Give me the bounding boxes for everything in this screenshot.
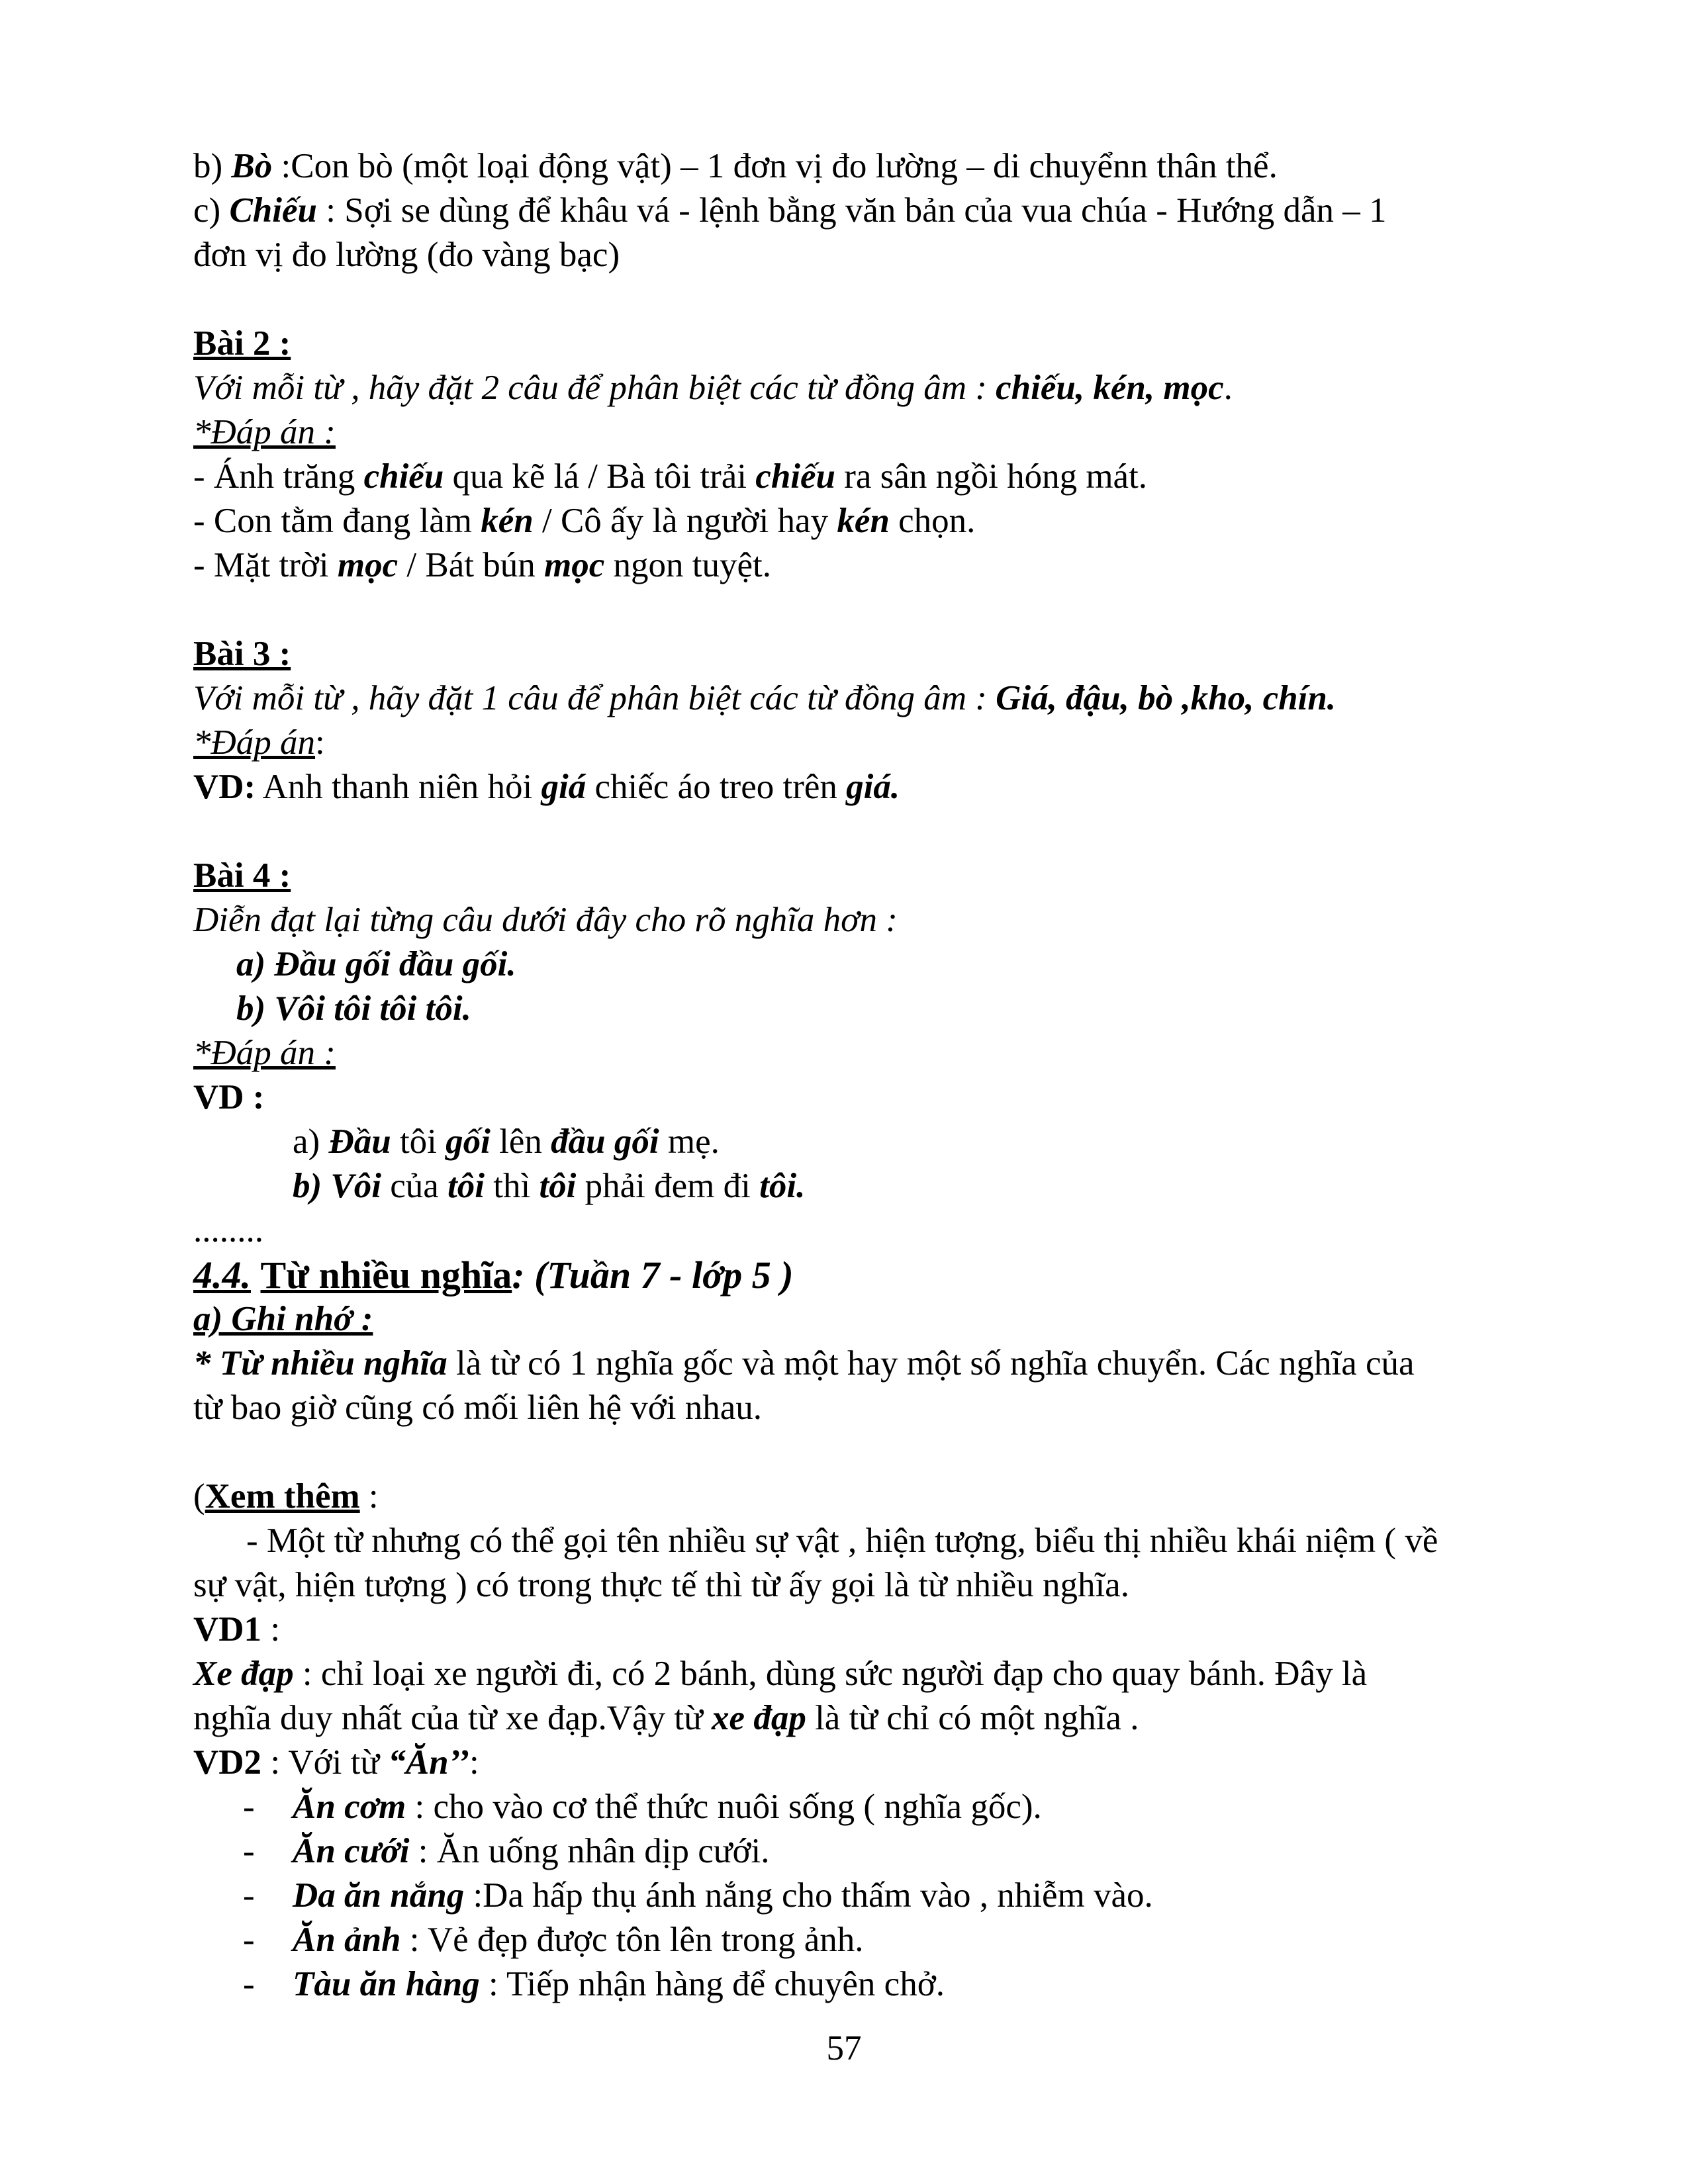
ellipsis: ........	[193, 1211, 263, 1250]
xem-them-label	[193, 1475, 1557, 1519]
text: :	[261, 1610, 281, 1649]
text: là từ có 1 nghĩa gốc và một hay một số nghĩa chuyển. Các nghĩa của	[447, 1344, 1415, 1383]
text: lên	[490, 1122, 551, 1161]
text: :	[469, 1743, 479, 1782]
text: nghĩa duy nhất của từ xe đạp.Vậy từ	[193, 1699, 712, 1737]
term: Da ăn nắng	[293, 1876, 465, 1915]
text: tôi	[391, 1122, 446, 1161]
text: c)	[193, 191, 230, 230]
text: - Mặt trời	[193, 546, 338, 584]
bai2-title: Bài 2 :	[193, 324, 291, 363]
text: *Đáp án	[193, 723, 316, 762]
term: tôi	[447, 1167, 485, 1205]
bai4-vd-a	[193, 1120, 1557, 1164]
text: mẹ.	[659, 1122, 720, 1161]
line-b-bo	[193, 144, 1557, 189]
list-item	[193, 1918, 1557, 1962]
list-item	[193, 1785, 1557, 1829]
text: ngon tuyệt.	[604, 546, 771, 584]
text: : chỉ loại xe người đi, có 2 bánh, dùng sức người đạp cho quay bánh. Đây là	[293, 1655, 1368, 1693]
term: * Từ nhiều nghĩa	[193, 1344, 447, 1383]
vd1: VD1	[193, 1610, 262, 1649]
bai4-item-b: b) Vôi tôi tôi tôi.	[236, 989, 471, 1028]
bai4-question: Diễn đạt lại từng câu dưới đây cho rõ nghĩa hơn :	[193, 901, 898, 939]
term: kén	[837, 502, 890, 540]
term-chieu: Chiếu	[229, 191, 317, 230]
terms: chiếu, kén, mọc	[996, 369, 1224, 407]
term: Xe đạp	[193, 1655, 294, 1693]
text: / Cô ấy là người hay	[533, 502, 837, 540]
text: thì	[485, 1167, 539, 1205]
text: :Con bò (một loại động vật) – 1 đơn vị đo lường – di chuyểnn thân thể.	[272, 147, 1278, 185]
list-item	[193, 1829, 1557, 1874]
term: chiếu	[363, 457, 444, 496]
page-content	[193, 144, 1557, 2007]
text: phải đem đi	[576, 1167, 760, 1205]
term: kén	[481, 502, 534, 540]
bai2-answer-2	[193, 499, 1557, 543]
term: giá.	[846, 768, 900, 806]
text: chọn.	[889, 502, 976, 540]
bai2-answer-1	[193, 455, 1557, 499]
term: giá	[541, 768, 586, 806]
bai4-answer-label: *Đáp án :	[193, 1034, 336, 1072]
line-c-chieu	[193, 189, 1557, 233]
xe-dap-1	[193, 1652, 1557, 1696]
text: ra sân ngồi hóng mát.	[835, 457, 1148, 496]
text: : cho vào cơ thể thức nuôi sống ( nghĩa gốc).	[406, 1788, 1042, 1826]
vd-label: VD:	[193, 768, 256, 806]
text: Với mỗi từ , hãy đặt 1 câu để phân biệt các từ đồng âm :	[193, 679, 996, 717]
terms: Giá, đậu, bò ,kho, chín.	[996, 679, 1336, 717]
dash: -	[243, 1832, 255, 1870]
text: : Vẻ đẹp được tôn lên trong ảnh.	[400, 1921, 864, 1959]
section-number: 4.4.	[193, 1253, 251, 1297]
page-number: 57	[826, 2029, 862, 2068]
term: “Ăn’’	[388, 1743, 470, 1782]
xe-dap-2	[193, 1696, 1557, 1741]
text: của	[381, 1167, 448, 1205]
dash: -	[243, 1788, 255, 1826]
term: gối	[445, 1122, 491, 1161]
term: mọc	[337, 546, 399, 584]
list-item	[193, 1874, 1557, 1918]
text: : Với từ	[261, 1743, 389, 1782]
term: Ăn cưới	[293, 1832, 410, 1870]
text: a)	[293, 1122, 329, 1161]
term: Tàu ăn hàng	[293, 1965, 480, 2003]
xem-them-2: sự vật, hiện tượng ) có trong thực tế thì từ ấy gọi là từ nhiều nghĩa.	[193, 1566, 1129, 1604]
bai2-answer-label: *Đáp án :	[193, 413, 336, 451]
text: :	[359, 1477, 379, 1516]
bai3-question	[193, 676, 1557, 721]
term: Ăn ảnh	[293, 1921, 401, 1959]
section-subtitle: : (Tuần 7 - lớp 5 )	[512, 1253, 794, 1297]
dash: -	[243, 1876, 255, 1915]
vd2-label	[193, 1741, 1557, 1785]
xem-them: Xem thêm	[205, 1477, 360, 1516]
term: Đầu	[328, 1122, 391, 1161]
text: :Da hấp thụ ánh nắng cho thấm vào , nhiễm vào.	[464, 1876, 1153, 1915]
text: (	[193, 1477, 205, 1516]
bai4-vd-label: VD :	[193, 1078, 265, 1116]
bai3-example	[193, 765, 1557, 809]
text: : Sợi se dùng để khâu vá - lệnh bằng văn bản của vua chúa - Hướng dẫn – 1	[317, 191, 1387, 230]
bai3-title: Bài 3 :	[193, 635, 291, 673]
text: Với mỗi từ , hãy đặt 2 câu để phân biệt các từ đồng âm :	[193, 369, 996, 407]
bai2-question	[193, 366, 1557, 410]
term: tôi	[539, 1167, 577, 1205]
text: - Con tằm đang làm	[193, 502, 481, 540]
term-bo: Bò	[231, 147, 273, 185]
dash: -	[243, 1965, 255, 2003]
term: tôi.	[759, 1167, 806, 1205]
list-item	[193, 1962, 1557, 2007]
bai2-answer-3	[193, 543, 1557, 588]
text: chiếc áo treo trên	[586, 768, 847, 806]
bai4-item-a: a) Đầu gối đầu gối.	[236, 945, 516, 983]
line-c-cont: đơn vị đo lường (đo vàng bạc)	[193, 236, 620, 274]
term: xe đạp	[712, 1699, 806, 1737]
xem-them-1: - Một từ nhưng có thể gọi tên nhiều sự vật , hiện tượng, biểu thị nhiều khái niệm ( về	[246, 1522, 1438, 1560]
text: .	[1223, 369, 1233, 407]
text: Anh thanh niên hỏi	[256, 768, 541, 806]
term: b) Vôi	[293, 1167, 381, 1205]
section-4-4-heading	[193, 1253, 1557, 1297]
vd1-label	[193, 1608, 1557, 1652]
term: Ăn cơm	[293, 1788, 406, 1826]
text: - Ánh trăng	[193, 457, 364, 496]
space	[251, 1253, 261, 1297]
term: mọc	[543, 546, 605, 584]
text: / Bát bún	[398, 546, 544, 584]
text: : Ăn uống nhân dịp cưới.	[409, 1832, 770, 1870]
term: đầu gối	[551, 1122, 659, 1161]
text: b)	[193, 147, 232, 185]
term: chiếu	[755, 457, 836, 496]
bai4-title: Bài 4 :	[193, 856, 291, 895]
text: : Tiếp nhận hàng để chuyên chở.	[479, 1965, 945, 2003]
definition-1	[193, 1342, 1557, 1386]
bai4-vd-b	[193, 1164, 1557, 1208]
ghi-nho-label: a) Ghi nhớ :	[193, 1300, 373, 1338]
vd2: VD2	[193, 1743, 262, 1782]
section-title: Từ nhiều nghĩa	[260, 1253, 512, 1297]
text: là từ chỉ có một nghĩa .	[806, 1699, 1139, 1737]
text: :	[315, 723, 325, 762]
text: qua kẽ lá / Bà tôi trải	[444, 457, 756, 496]
dash: -	[243, 1921, 255, 1959]
bai3-answer-label	[193, 721, 1557, 765]
definition-2: từ bao giờ cũng có mối liên hệ với nhau.	[193, 1388, 762, 1427]
